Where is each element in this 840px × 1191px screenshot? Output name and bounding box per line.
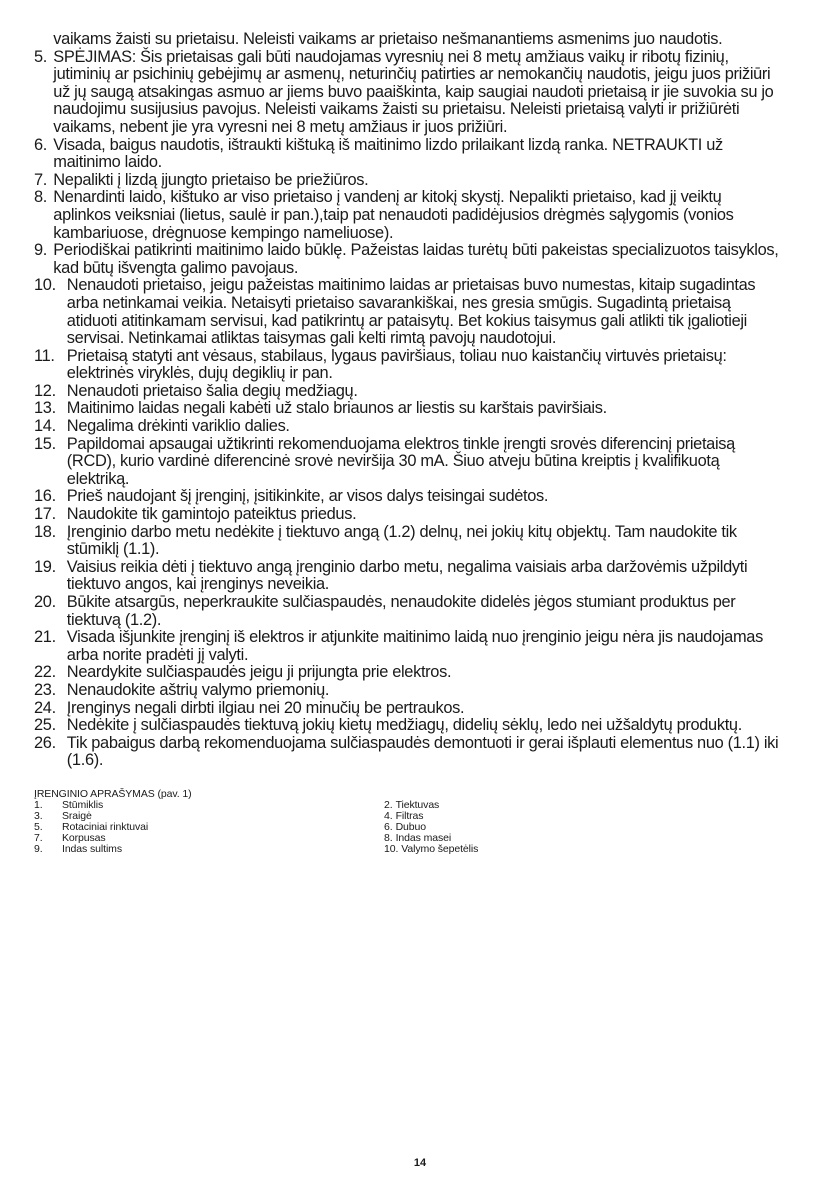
part-label: Indas masei [395,831,452,844]
part-number: 3. [34,809,43,822]
page-number: 14 [413,1157,427,1169]
list-item [34,188,783,241]
list-item-number: 5. [34,46,48,66]
list-item-number: 16. [34,486,56,506]
list-item-text: Prieš naudojant šį įrenginį, įsitikinkite, ar visos dalys teisingai sudėtos. [66,486,549,506]
list-item [34,523,783,558]
part-label: Dubuo [395,820,427,833]
list-item [34,241,783,276]
list-item-number: 25. [34,715,56,735]
list-item [34,136,783,171]
list-item-number: 14. [34,416,56,436]
list-item-text: Įrenginys negali dirbti ilgiau nei 20 minučių be pertraukos. [66,697,465,717]
list-item [34,681,783,699]
part-label: Stūmiklis [62,798,104,811]
list-item [34,276,783,346]
list-item [34,417,783,435]
list-item-text: Nenaudokite aštrių valymo priemonių. [66,679,330,699]
part-item [384,811,684,822]
list-item-text: Nenaudoti prietaiso šalia degių medžiagų. [66,380,358,400]
list-item [34,347,783,382]
part-item [34,844,384,855]
part-label: Indas sultims [62,842,122,855]
list-item [34,171,783,189]
list-item [34,699,783,717]
list-item [34,734,783,769]
part-item [384,844,684,855]
list-item-number: 17. [34,504,56,524]
list-item-number: 18. [34,521,56,541]
part-label: Tiektuvas [395,798,440,811]
list-item-text: SPĖJIMAS: Šis prietaisas gali būti naudojamas vyresnių nei 8 metų amžiaus vaikų ir ribotų fizinių, jutiminių ar psichinių gebėjimų ar asmenų, neturinčių patirties ar nemokančių naudotis, jeigu juos prižiūri už jų saugą atsakingas asmuo ar jiems buvo paaiškinta, kaip saugiai naudoti prietaisą ir jie suvokia su jo naudojimu susijusius pavojus. Neleisti vaikams žaisti su prietaisu. Neleisti prietaisą valyti ir prižiūrėti vaikams, nebent jie yra vyresni nei 8 metų amžiaus ir juos prižiūri. [53,46,774,136]
list-item-text: Maitinimo laidas negali kabėti už stalo briaunos ar liestis su karštais paviršiais. [66,398,607,418]
list-item-number: 9. [34,240,48,260]
document-page [34,30,810,855]
part-number: 9. [34,842,43,855]
list-item [34,487,783,505]
list-item-text: Visada išjunkite įrenginį iš elektros ir atjunkite maitinimo laidą nuo įrenginio jeigu nėra jis naudojamas arba norite pradėti jį valyti. [66,627,763,664]
part-label: Sraigė [62,809,92,822]
list-item-number: 21. [34,627,56,647]
list-item-text: Prietaisą statyti ant vėsaus, stabilaus, lygaus paviršiaus, toliau nuo kaistančių virtuvės prietaisų: elektrinės viryklės, dujų degiklių ir pan. [66,345,727,383]
list-item [34,663,783,681]
list-item-text: Nedėkite į sulčiaspaudės tiektuvą jokių kietų medžiagų, didelių sėklų, ledo nei užšaldytų produktų. [66,715,742,735]
part-number: 10. [384,842,399,855]
device-description [34,789,810,855]
list-item-text: Visada, baigus naudotis, ištraukti kištuką iš maitinimo lizdo prilaikant lizdą ranka. NETRAUKTI už maitinimo laido. [53,134,723,172]
list-item-text: Periodiškai patikrinti maitinimo laido būklę. Pažeistas laidas turėtų būti pakeistas specializuotos taisyklos, kad būtų išvengta galimo pavojaus. [53,240,779,277]
list-item [34,716,783,734]
list-item-number: 11. [34,345,55,365]
list-item [34,399,783,417]
list-item [34,48,783,136]
list-item-text: Nenaudoti prietaiso, jeigu pažeistas maitinimo laidas ar prietaisas buvo numestas, kitaip sugadintas arba netinkamai veikia. Netaisyti prietaiso savarankiškai, nes gresia smūgis. Sugadintą prietaisą atiduoti atitinkamam servisui, kad patikrintų ar pataisytų. Bet kokius taisymus gali atlikti tik įgaliotieji servisai. Netinkamai atliktas taisymas gali kelti rimtą pavojų naudotojui. [66,275,756,348]
list-item [34,505,783,523]
list-item-number: 26. [34,732,56,752]
part-label: Korpusas [62,831,106,844]
part-item [384,800,684,811]
list-item-number: 12. [34,380,56,400]
list-item-text: Tik pabaigus darbą rekomenduojama sulčiaspaudės demontuoti ir gerai išplauti elementus nuo (1.1) iki (1.6). [66,732,779,770]
list-item-number: 7. [34,169,48,189]
list-item [34,628,783,663]
list-item-number: 20. [34,592,56,611]
list-item-number: 19. [34,556,56,576]
part-label: Filtras [395,809,424,822]
list-item-number: 13. [34,398,56,418]
list-item-number: 6. [34,134,48,154]
part-number: 7. [34,831,43,844]
list-item-text: Naudokite tik gamintojo pateiktus priedus. [66,504,357,524]
list-item-text: Neardykite sulčiaspaudės jeigu ji prijungta prie elektros. [66,662,452,682]
parts-list [34,800,810,855]
list-item-number: 15. [34,433,56,453]
part-number: 6. [384,820,393,833]
list-item-number: 8. [34,187,48,207]
list-item [34,558,783,593]
list-item-text: Vaisius reikia dėti į tiektuvo angą įrenginio darbo metu, negalima vaisiais arba daržovėmis užpildyti tiektuvo angos, kai įrenginys neveikia. [66,556,748,594]
list-item-continuation [34,30,783,48]
part-number: 2. [384,798,393,811]
part-number: 8. [384,831,393,844]
part-label: Rotaciniai rinktuvai [62,820,149,833]
list-item-text: Negalima drėkinti variklio dalies. [66,416,290,436]
safety-instructions-list [34,30,783,769]
list-item-text: Įrenginio darbo metu nedėkite į tiektuvo angą (1.2) delnų, nei jokių kitų objektų. Tam naudokite tik stūmiklį (1.1). [66,521,737,559]
list-item-text: Būkite atsargūs, neperkraukite sulčiaspaudės, nenaudokite didelės jėgos stumiant produktus per tiektuvą (1.2). [66,592,736,629]
description-title: ĮRENGINIO APRAŠYMAS (pav. 1) [34,787,192,800]
list-item-text: Nepalikti į lizdą įjungto prietaiso be priežiūros. [53,169,369,189]
part-number: 4. [384,809,393,822]
part-number: 1. [34,798,43,811]
list-item [34,382,783,400]
list-item-text: Papildomai apsaugai užtikrinti rekomenduojama elektros tinkle įrengti srovės diferencinį prietaisą (RCD), kurio vardinė diferencinė srovė neviršija 30 mA. Šiuo atveju būtina kreiptis į kvalifikuotą elektriką. [66,433,735,488]
part-number: 5. [34,820,43,833]
list-item [34,435,783,488]
list-item-text: Nenardinti laido, kištuko ar viso prietaiso į vandenį ar kitokį skystį. Nepalikti prietaiso, kad jį veiktų aplinkos veiksniai (lietus, saulė ir pan.),taip pat nenaudoti padidėjusios drėgmės sąlygomis (vonios kambariuose, drėgnuose kempingo nameliuose). [53,187,734,242]
list-item [34,593,783,628]
list-item-text: vaikams žaisti su prietaisu. Neleisti vaikams ar prietaiso nešmanantiems asmenims juo naudotis. [53,29,723,48]
list-item-number: 24. [34,697,56,717]
list-item-number: 10. [34,275,56,295]
part-label: Valymo šepetėlis [401,842,479,855]
list-item-number: 22. [34,662,56,682]
list-item-number: 23. [34,679,56,699]
